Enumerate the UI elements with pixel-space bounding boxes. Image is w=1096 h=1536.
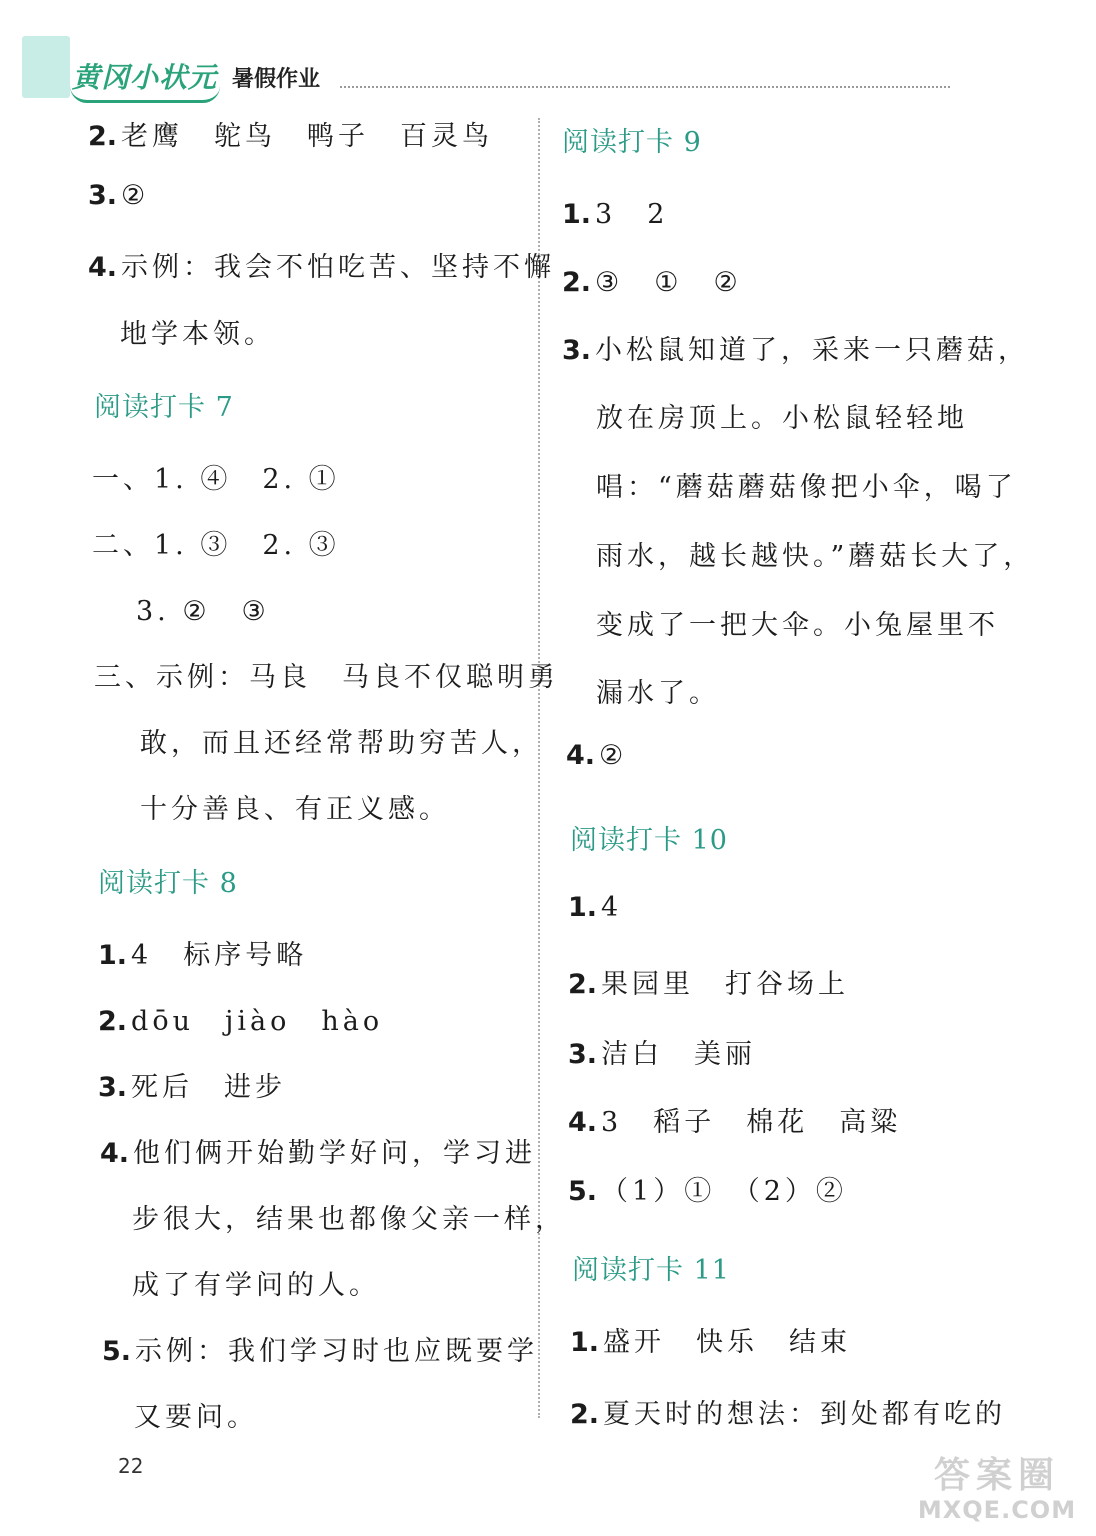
answer-line <box>136 589 270 628</box>
section-heading: 阅读打卡 8 <box>98 868 238 899</box>
answer-line <box>88 245 555 284</box>
answer-text: 果园里 打谷场上 <box>601 969 850 1000</box>
section-heading: 阅读打卡 9 <box>562 127 702 158</box>
answer-text: 3. ② ③ <box>136 596 270 627</box>
page-title: 暑假作业 <box>232 67 321 92</box>
answer-line <box>596 671 720 710</box>
answer-text: 变成了一把大伞。小兔屋里不 <box>596 610 999 641</box>
answer-line <box>596 396 968 435</box>
answer-text: 盛开 快乐 结束 <box>603 1327 852 1358</box>
answer-text: 3 2 <box>595 199 669 230</box>
answer-text: ② <box>121 180 150 211</box>
answer-line <box>566 740 627 771</box>
question-number: 4. <box>100 1138 130 1169</box>
section-heading: 阅读打卡 10 <box>570 825 728 856</box>
brand-logo: 黄冈小状元 <box>72 61 218 94</box>
question-number: 1. <box>570 1327 600 1358</box>
answer-text: 老鹰 鸵鸟 鸭子 百灵鸟 <box>121 121 494 152</box>
answer-line <box>568 962 849 1001</box>
answer-line <box>596 465 1017 504</box>
watermark-line2: MXQE.COM <box>917 1496 1077 1524</box>
answer-text: 十分善良、有正义感。 <box>140 794 450 825</box>
question-number: 4. <box>566 740 596 771</box>
answer-text: 3 稻子 棉花 高粱 <box>601 1107 902 1138</box>
question-number: 5. <box>568 1176 598 1207</box>
question-number: 1. <box>98 940 128 971</box>
question-number: 3. <box>562 335 592 366</box>
page-number: 22 <box>118 1454 144 1478</box>
answer-line <box>570 1392 1006 1431</box>
answer-line <box>568 1032 756 1071</box>
answer-text: ③ ① ② <box>595 267 742 298</box>
question-number: 2. <box>88 121 118 152</box>
section-heading: 阅读打卡 7 <box>94 392 234 423</box>
question-number: 1. <box>568 892 598 923</box>
answer-line <box>94 655 559 694</box>
answer-text: 二、1. ③ 2. ③ <box>92 530 340 561</box>
answer-line <box>570 1320 851 1359</box>
answer-text: 三、示例：马良 马良不仅聪明勇 <box>94 662 559 693</box>
answer-text: （1）① （2）② <box>601 1176 847 1207</box>
answer-text: 敢，而且还经常帮助穷苦人， <box>140 728 543 759</box>
answer-line <box>596 603 999 642</box>
section-heading: 阅读打卡 11 <box>572 1255 730 1286</box>
answer-text: dōu jiào hào <box>131 1006 384 1037</box>
question-number: 2. <box>562 267 592 298</box>
answer-line <box>140 721 543 760</box>
header-color-block <box>22 36 70 98</box>
answer-line <box>596 534 1034 573</box>
answer-line <box>568 892 622 923</box>
answer-text: 死后 进步 <box>131 1072 287 1103</box>
answer-text: 又要问。 <box>134 1402 258 1433</box>
answer-text: 示例：我们学习时也应既要学 <box>135 1336 539 1367</box>
answer-text: 夏天时的想法：到处都有吃的 <box>603 1399 1007 1430</box>
question-number: 3. <box>98 1072 128 1103</box>
answer-line <box>88 180 149 211</box>
answer-text: 成了有学问的人。 <box>132 1270 380 1301</box>
logo-swoosh <box>70 86 220 103</box>
answer-line <box>140 787 450 826</box>
answer-line <box>134 1395 258 1434</box>
answer-line <box>120 312 275 351</box>
question-number: 3. <box>568 1039 598 1070</box>
answer-text: 步很大，结果也都像父亲一样， <box>132 1204 566 1235</box>
answer-line <box>132 1197 566 1236</box>
answer-text: 洁白 美丽 <box>601 1039 757 1070</box>
answer-line <box>562 192 668 231</box>
answer-line <box>562 260 742 299</box>
answer-text: 放在房顶上。小松鼠轻轻地 <box>596 403 968 434</box>
answer-line <box>568 1100 901 1139</box>
answer-text: 4 标序号略 <box>131 940 308 971</box>
page-header <box>0 0 1096 110</box>
question-number: 2. <box>568 969 598 1000</box>
answer-line <box>92 457 340 496</box>
header-dotted-rule <box>340 86 950 88</box>
answer-line <box>102 1329 538 1368</box>
answer-text: 他们俩开始勤学好问，学习进 <box>133 1138 537 1169</box>
answer-text: 示例：我会不怕吃苦、坚持不懈 <box>121 252 556 283</box>
question-number: 2. <box>98 1006 128 1037</box>
question-number: 2. <box>570 1399 600 1430</box>
watermark-line1: 答案圈 <box>933 1455 1060 1496</box>
answer-text: 雨水，越长越快。”蘑菇长大了， <box>596 541 1035 572</box>
answer-text: 唱：“蘑菇蘑菇像把小伞，喝了 <box>596 472 1017 503</box>
answer-text: ② <box>599 740 628 771</box>
answer-text: 一、1. ④ 2. ① <box>92 464 340 495</box>
question-number: 4. <box>88 252 118 283</box>
answer-line <box>562 328 1029 367</box>
question-number: 4. <box>568 1107 598 1138</box>
answer-text: 漏水了。 <box>596 678 720 709</box>
answer-line <box>98 933 307 972</box>
answer-line <box>568 1169 847 1208</box>
watermark <box>912 1456 1082 1530</box>
answer-text: 小松鼠知道了，采来一只蘑菇， <box>595 335 1030 366</box>
question-number: 5. <box>102 1336 132 1367</box>
answer-text: 地学本领。 <box>120 319 275 350</box>
answer-text: 4 <box>601 892 623 923</box>
question-number: 1. <box>562 199 592 230</box>
answer-line <box>100 1131 536 1170</box>
answer-line <box>98 1065 286 1104</box>
answer-line <box>132 1263 380 1302</box>
answer-line <box>88 114 493 153</box>
answer-line <box>92 523 340 562</box>
answer-line <box>98 999 383 1038</box>
question-number: 3. <box>88 180 118 211</box>
